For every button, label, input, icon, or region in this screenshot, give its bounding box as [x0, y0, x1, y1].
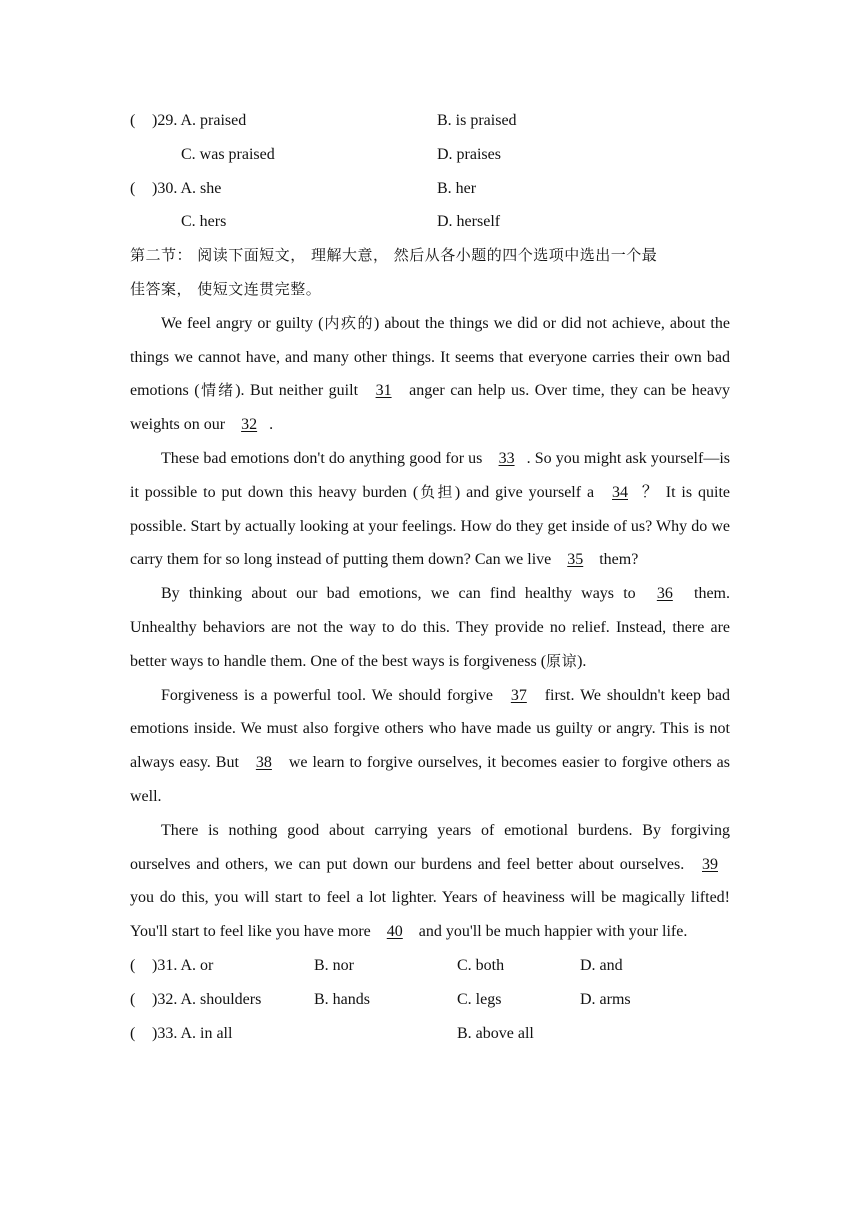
blank-34: 34	[612, 483, 628, 501]
passage-paragraph-3: By thinking about our bad emotions, we can find healthy ways to 36 them. Unhealthy behaviors are not the way to do this. They provide no relief. Instead, there are better ways to handle them. One of the best ways is forgiveness (原谅).	[130, 585, 730, 670]
question-number: )31.	[152, 956, 178, 974]
option-d: D. arms	[580, 990, 631, 1008]
question-29	[130, 104, 730, 138]
question-32	[130, 983, 730, 1017]
option-b: B. her	[437, 179, 477, 197]
option-d: D. praises	[437, 145, 501, 163]
answer-paren: (	[130, 956, 136, 974]
question-31	[130, 949, 730, 983]
question-number: )33.	[152, 1024, 178, 1042]
answer-paren: (	[130, 990, 136, 1008]
blank-39: 39	[702, 855, 718, 873]
blank-33: 33	[498, 449, 515, 467]
chinese-gloss: 情绪	[199, 381, 236, 400]
option-a: A. shoulders	[180, 990, 262, 1008]
blank-32: 32	[241, 416, 258, 434]
passage-paragraph-4: Forgiveness is a powerful tool. We should forgive 37 first. We shouldn't keep bad emotions inside. We must also forgive others who have made us guilty or angry. This is not always easy. But 38 we learn to forgive ourselves, it becomes easier to forgive others as well.	[130, 686, 730, 805]
question-30-row2	[130, 205, 730, 239]
blank-40: 40	[386, 923, 403, 941]
option-b: B. is praised	[437, 112, 517, 129]
blank-36: 36	[656, 585, 673, 603]
question-number: )32.	[152, 990, 178, 1008]
passage-paragraph-1: We feel angry or guilty (内疚的) about the things we did or did not achieve, about the things we cannot have, and many other things. It seems that everyone carries their own bad emotions (情绪). But neither guilt 31 anger can help us. Over time, they can be heavy weights on our 32 .	[130, 313, 731, 434]
option-a: A. praised	[180, 112, 247, 129]
option-c: C. both	[457, 956, 505, 974]
blank-31: 31	[375, 382, 392, 400]
option-b: B. above all	[457, 1024, 534, 1042]
blank-38: 38	[255, 754, 272, 772]
blank-35: 35	[567, 551, 584, 569]
chinese-gloss: 负担	[418, 482, 455, 501]
option-c: C. hers	[181, 213, 227, 231]
option-a: A. in all	[180, 1024, 233, 1042]
option-a: A. or	[180, 956, 214, 974]
question-number: )30.	[152, 179, 178, 197]
question-29-row2	[130, 138, 730, 172]
chinese-gloss: 原谅	[546, 651, 578, 670]
answer-paren: (	[130, 179, 136, 197]
answer-paren: (	[130, 1024, 136, 1042]
section-heading-line2: 佳答案， 使短文连贯完整。	[130, 279, 322, 298]
option-a: A. she	[180, 179, 222, 197]
section-heading-line1: 第二节： 阅读下面短文， 理解大意， 然后从各小题的四个选项中选出一个最	[130, 246, 658, 265]
option-d: D. herself	[437, 213, 501, 231]
question-30	[130, 172, 730, 206]
option-c: C. legs	[457, 990, 502, 1008]
exam-page	[130, 104, 730, 1050]
option-b: B. hands	[314, 990, 370, 1008]
chinese-gloss: 内疚的	[323, 313, 374, 332]
answer-paren: (	[130, 112, 136, 129]
option-b: B. nor	[314, 956, 354, 974]
blank-37: 37	[510, 686, 527, 704]
option-d: D. and	[580, 956, 623, 974]
question-number: )29.	[152, 112, 178, 129]
passage-paragraph-5: There is nothing good about carrying years of emotional burdens. By forgiving ourselves and others, we can put down our burdens and feel better about ourselves. 39 you do this, you will start to feel a lot lighter. Years of heaviness will be magically lifted! You'll start to feel like you have more 40 and you'll be much happier with your life.	[130, 821, 730, 941]
passage-paragraph-2: These bad emotions don't do anything good for us 33 . So you might ask yourself—is it possible to put down this heavy burden (负担) and give yourself a 34 ？ It is quite possible. Start by actually looking at your feelings. How do they get inside of us? Why do we carry them for so long instead of putting them down? Can we live 35 them?	[130, 449, 730, 569]
question-33	[130, 1017, 730, 1051]
option-c: C. was praised	[181, 145, 275, 163]
